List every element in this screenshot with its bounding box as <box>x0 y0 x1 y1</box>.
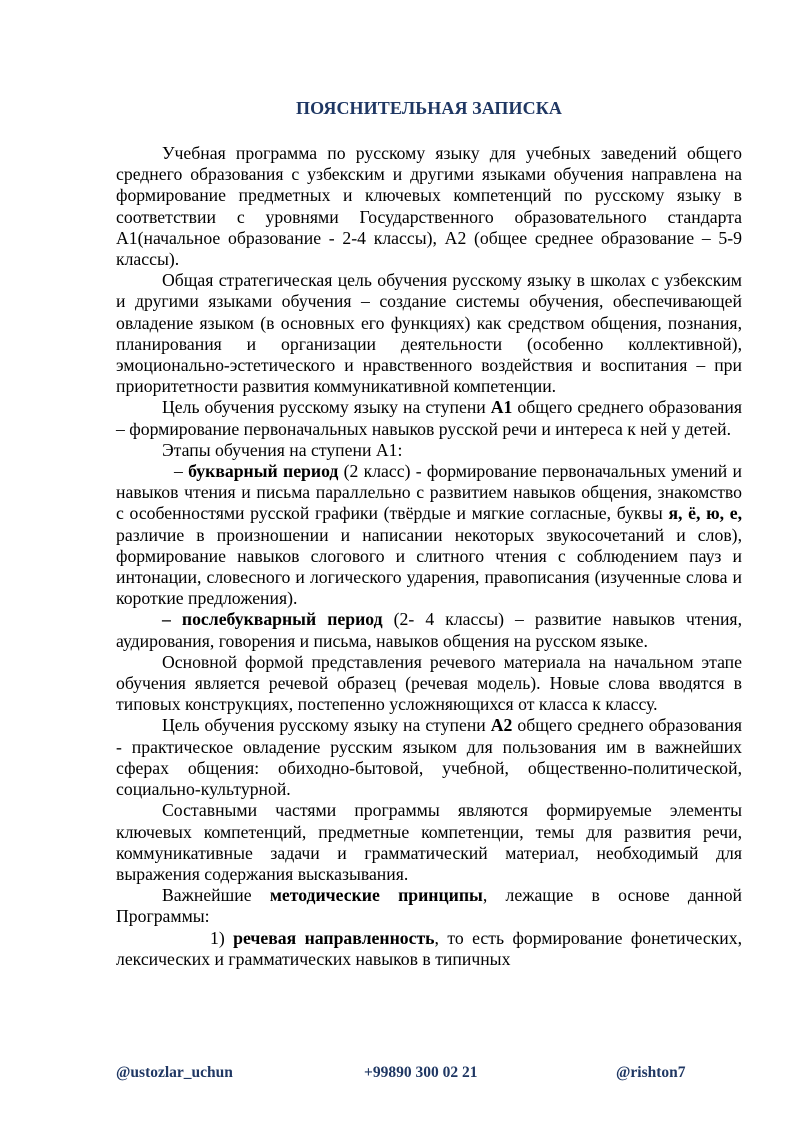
paragraph-goal-a2 <box>116 715 742 800</box>
paragraph-principles <box>116 885 742 927</box>
letters-list: я, ё, ю, е, <box>668 503 743 524</box>
level-a2-label: А2 <box>490 715 513 736</box>
page-footer <box>116 1064 696 1086</box>
paragraph-intro: Учебная программа по русскому языку для учебных заведений общего среднего образования с узбекским и другими языками обучения направлена на формирование предметных и ключевых компетенций по русскому языку в соответствии с уровнями Государственного образовательного стандарта А1(начальное образование - 2-4 классы), А2 (общее среднее образование – 5-9 классы). <box>116 143 742 270</box>
goal-a1-text-end: общего среднего образования – формирование первоначальных навыков русской речи и интереса к ней у детей. <box>116 397 742 439</box>
principles-label: методические принципы <box>269 885 483 906</box>
footer-channel-handle[interactable]: @ustozlar_uchun <box>116 1064 233 1081</box>
paragraph-strategic-goal: Общая стратегическая цель обучения русскому языку в школах с узбекским и другими языками обучения – создание системы обучения, обеспечивающей овладение языком (в основных его функциях) как средством общения, познания, планирования и организации деятельности (особенно коллективной), эмоционально-эстетического и нравственного воздействия и воспитания – при приоритетности развития коммуникативной компетенции. <box>116 270 742 397</box>
dash: – <box>174 461 189 482</box>
goal-a2-text-start: Цель обучения русскому языку на ступени <box>162 715 491 736</box>
goal-a2-text-end: общего среднего образования - практическое овладение русским языком для пользования им в важнейших сферах общения: обиходно-бытовой, учебной, общественно-политической, социально-культурной. <box>116 715 742 800</box>
speech-direction-text: , то есть формирование фонетических, лексических и грамматических навыков в типичных <box>116 927 743 969</box>
alphabet-period-text-end: различие в произношении и написании некоторых звукосочетаний и слов), формирование навыков слогового и слитного чтения с соблюдением пауз и интонации, словесного и логического ударения, правописания (изученные слова и короткие предложения). <box>116 524 742 609</box>
goal-a1-text-start: Цель обучения русскому языку на ступени <box>162 397 491 418</box>
paragraph-goal-a1 <box>116 397 742 439</box>
principles-text-start: Важнейшие <box>162 885 270 906</box>
principles-text-end: , лежащие в основе данной Программы: <box>116 885 743 927</box>
post-alphabet-period-text: (2- 4 классы) – развитие навыков чтения, аудирования, говорения и письма, навыков общения на русском языке. <box>116 609 742 651</box>
alphabet-period-label: букварный период <box>188 461 339 482</box>
document-title: ПОЯСНИТЕЛЬНАЯ ЗАПИСКА <box>296 98 562 118</box>
paragraph-alphabet-period <box>116 461 742 609</box>
list-number: 1) <box>210 927 234 948</box>
paragraph-stages-heading: Этапы обучения на ступени А1: <box>162 439 403 460</box>
level-a1-label: А1 <box>490 397 513 418</box>
paragraph-program-parts: Составными частями программы являются формируемые элементы ключевых компетенций, предметные компетенции, темы для развития речи, коммуникативные задачи и грамматический материал, необходимый для выражения содержания высказывания. <box>116 800 742 884</box>
post-alphabet-period-label: – послебукварный период <box>162 609 383 630</box>
paragraph-speech-model: Основной формой представления речевого материала на начальном этапе обучения является речевой образец (речевая модель). Новые слова вводятся в типовых конструкциях, постепенно усложняющихся от класса к классу. <box>116 651 742 715</box>
document-body <box>116 143 742 970</box>
paragraph-post-alphabet-period <box>116 609 742 651</box>
list-item-speech-direction <box>116 928 742 970</box>
footer-phone-number[interactable]: +99890 300 02 21 <box>364 1064 478 1081</box>
speech-direction-label: речевая направленность <box>233 927 435 948</box>
document-page <box>116 98 742 970</box>
footer-author-handle[interactable]: @rishton7 <box>616 1064 686 1081</box>
alphabet-period-text: (2 класс) - формирование первоначальных умений и навыков чтения и письма параллельно с развитием навыков общения, знакомство с особенностями русской графики (твёрдые и мягкие согласные, буквы <box>116 461 743 524</box>
